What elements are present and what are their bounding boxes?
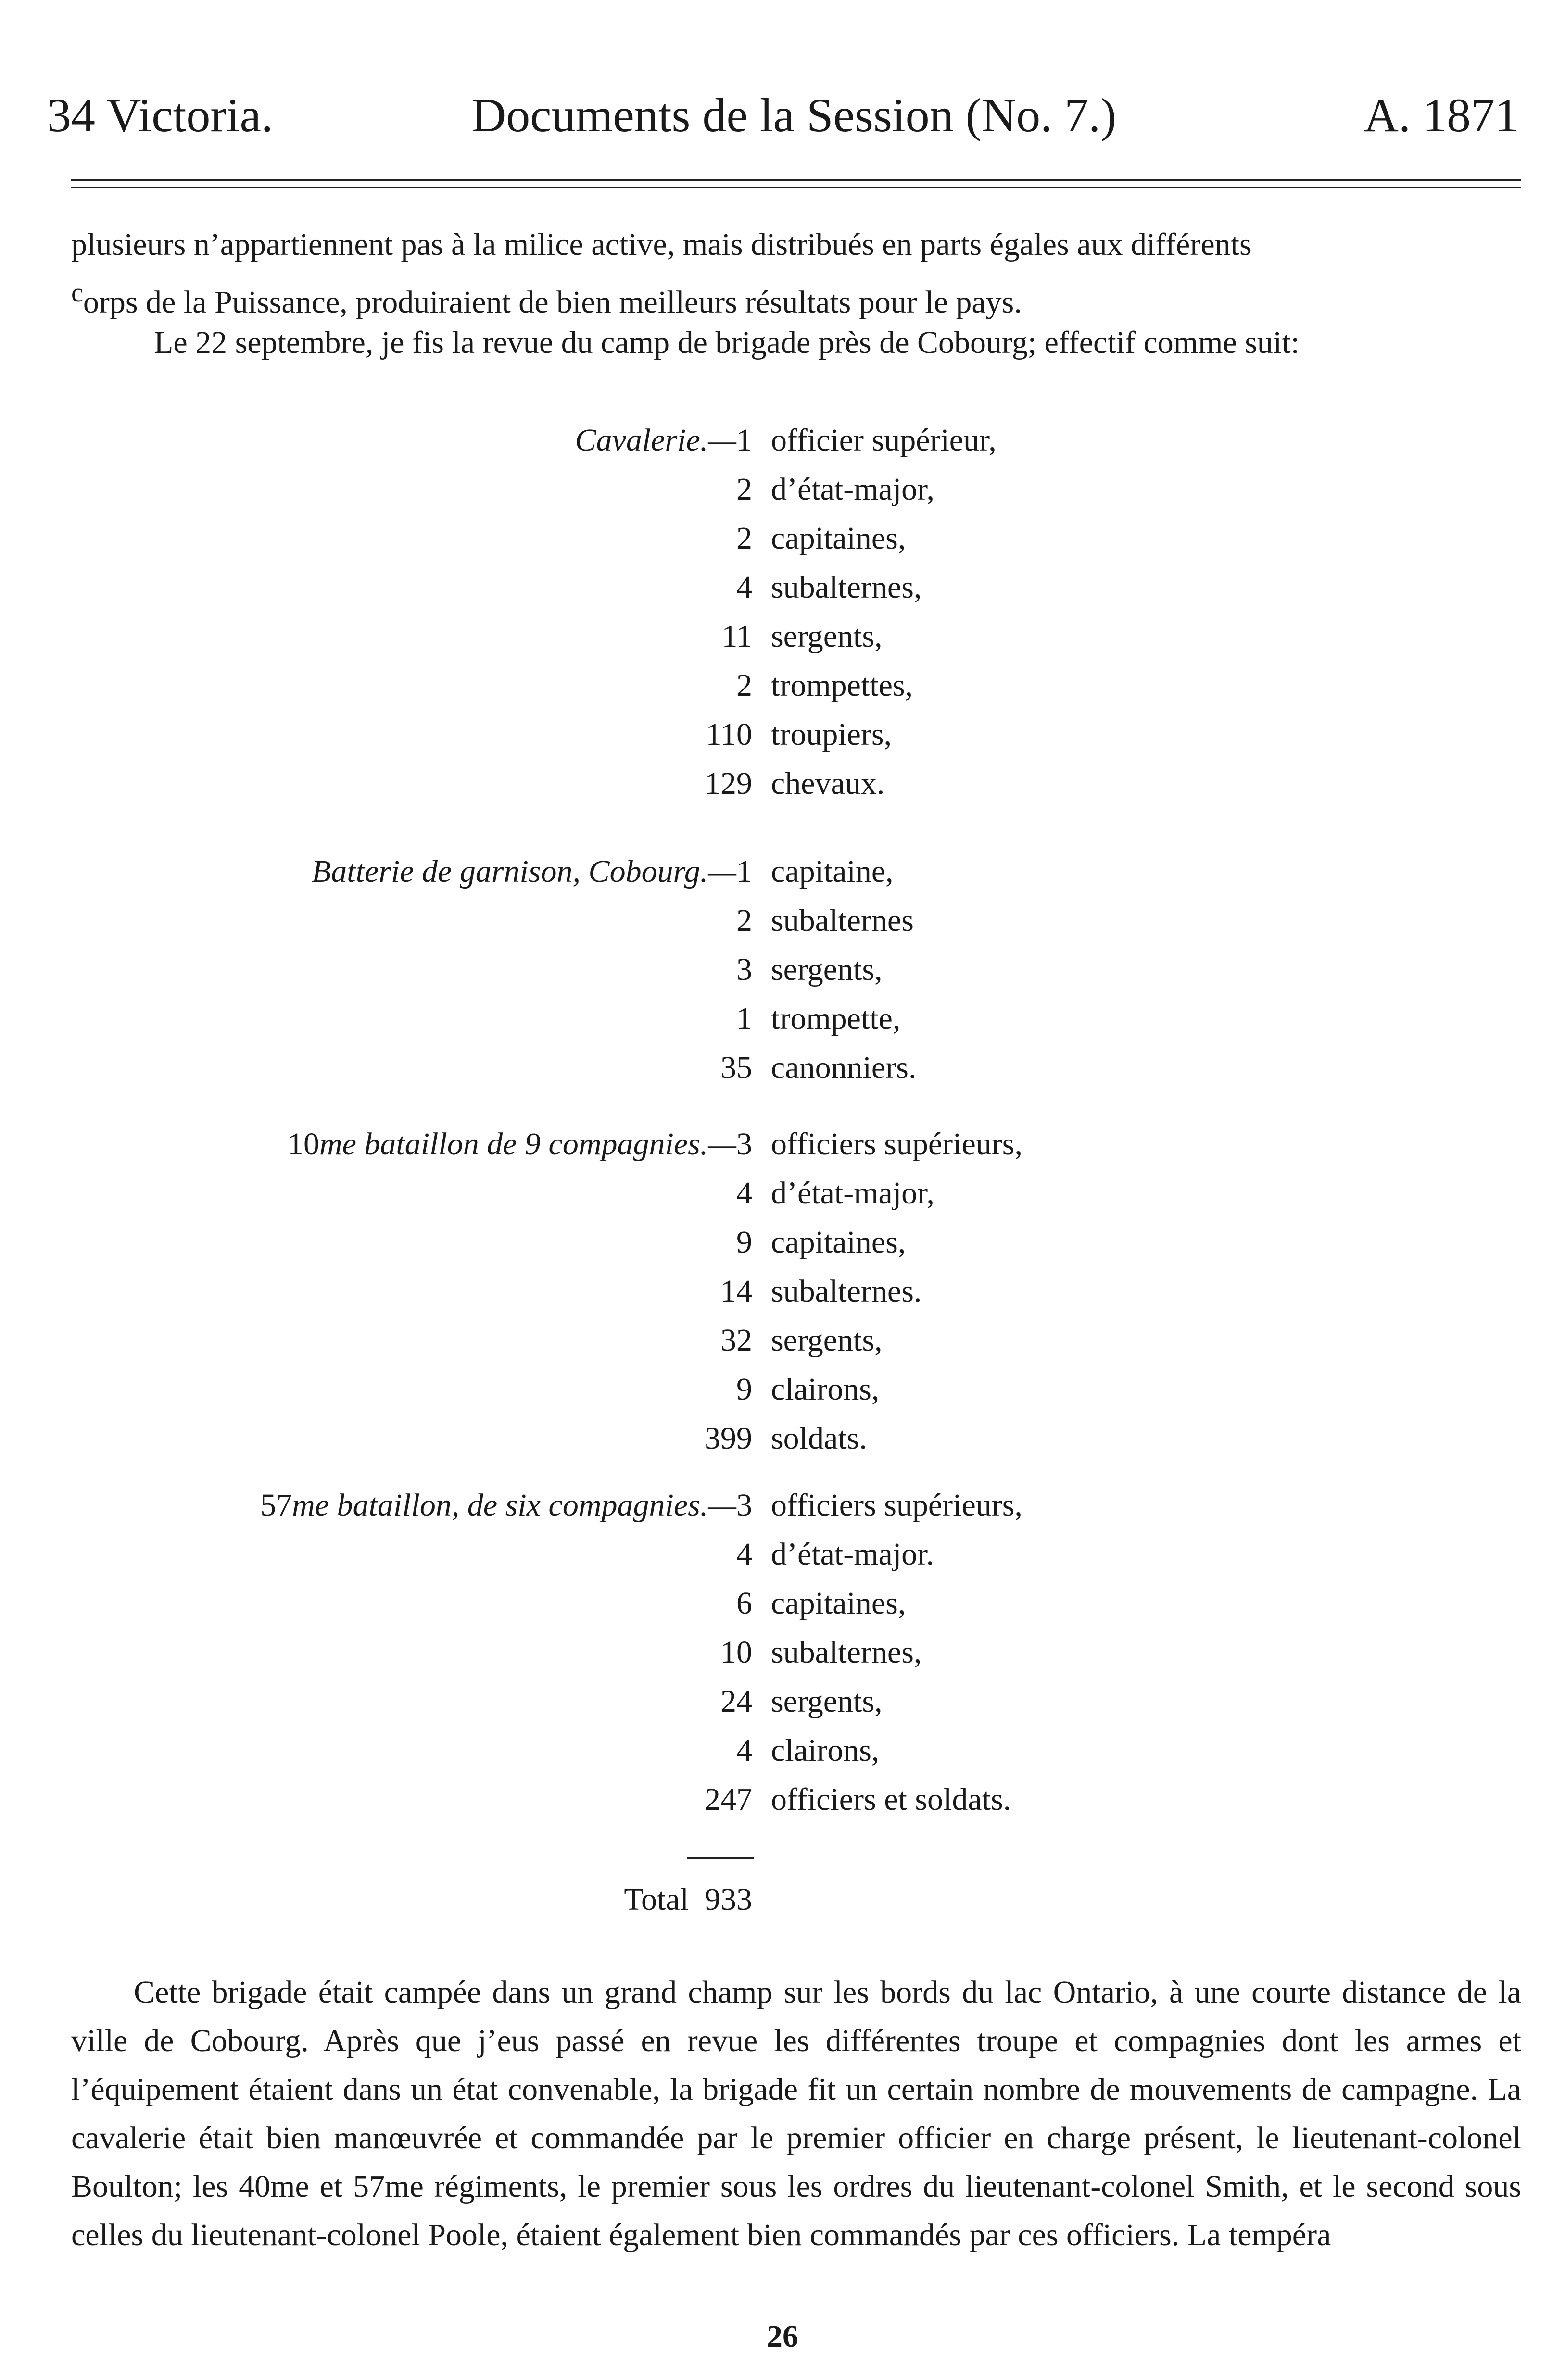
table-row xyxy=(0,416,1565,465)
row-number: 110 xyxy=(706,717,752,752)
group-label-number: 57 xyxy=(260,1488,292,1523)
table-row xyxy=(0,465,1565,514)
table-row xyxy=(0,1530,1565,1579)
total-value: 933 xyxy=(705,1882,752,1917)
table-row xyxy=(0,1267,1565,1316)
row-text: subalternes. xyxy=(771,1274,922,1309)
row-number: 247 xyxy=(705,1782,752,1817)
row-number: 32 xyxy=(720,1323,752,1358)
row-text: capitaines, xyxy=(771,521,906,556)
row-text: soldats. xyxy=(771,1421,867,1456)
row-number: 35 xyxy=(720,1050,752,1085)
row-text: trompettes, xyxy=(771,668,913,703)
table-row xyxy=(0,1218,1565,1267)
group-label: Batterie de garnison, Cobourg.— xyxy=(311,854,736,889)
table-row xyxy=(0,1043,1565,1092)
table-row xyxy=(0,896,1565,945)
page-number: 26 xyxy=(767,2319,798,2354)
intro-superscript-c: c xyxy=(71,278,83,308)
row-number: 129 xyxy=(705,766,752,801)
table-row xyxy=(0,1169,1565,1218)
row-number: 24 xyxy=(720,1684,752,1719)
row-number: 11 xyxy=(721,619,752,654)
row-text: officiers et soldats. xyxy=(771,1782,1011,1817)
closing-paragraph: Cette brigade était campée dans un grand champ sur les bords du lac Ontario, à une courte distance de la ville de Cobourg. Après que j’eus passé en revue les différentes troupe et compagnies dont les armes et l’équipement étaient dans un état convenable, la brigade fit un certain nombre de mouvements de campagne. La cavalerie était bien manœuvrée et commandée par le premier officier en charge présent, le lieutenant-colonel Boulton; les 40me et 57me régiments, le premier sous les ordres du lieutenant-colonel Smith, et le second sous celles du lieutenant-colonel Poole, étaient également bien commandés par ces officiers. La tempéra xyxy=(71,1975,1521,2253)
table-row xyxy=(0,563,1565,612)
row-number: 3 xyxy=(736,1488,752,1523)
row-text: officier supérieur, xyxy=(771,423,997,458)
row-number: 3 xyxy=(736,952,752,987)
row-number: 1 xyxy=(736,1001,752,1036)
table-row xyxy=(0,945,1565,994)
row-text: sergents, xyxy=(771,952,883,987)
header-volume: 34 Victoria. xyxy=(47,88,273,142)
row-number: 3 xyxy=(736,1127,752,1162)
row-text: clairons, xyxy=(771,1733,880,1768)
review-paragraph: Le 22 septembre, je fis la revue du camp de brigade près de Cobourg; effectif comme suit: xyxy=(154,325,1300,360)
table-row xyxy=(0,1579,1565,1628)
table-row xyxy=(0,1775,1565,1824)
row-text: officiers supérieurs, xyxy=(771,1127,1022,1162)
table-row xyxy=(0,661,1565,710)
group-label: Cavalerie.— xyxy=(575,423,736,458)
total-row xyxy=(0,1875,1565,1924)
row-number: 4 xyxy=(736,1537,752,1572)
row-text: troupiers, xyxy=(771,717,892,752)
header-year: A. 1871 xyxy=(1363,88,1519,142)
row-text: capitaines, xyxy=(771,1586,906,1621)
row-number: 4 xyxy=(736,570,752,605)
row-number: 2 xyxy=(736,903,752,938)
row-text: trompette, xyxy=(771,1001,901,1036)
row-number: 6 xyxy=(736,1586,752,1621)
row-number: 4 xyxy=(736,1176,752,1211)
row-number: 1 xyxy=(736,854,752,889)
total-label: Total xyxy=(624,1882,689,1917)
table-row xyxy=(0,759,1565,808)
header-title: Documents de la Session (No. 7.) xyxy=(471,88,1117,142)
intro-line-1: plusieurs n’appartiennent pas à la milice active, mais distribués en parts égales aux différents xyxy=(71,227,1252,262)
row-text: canonniers. xyxy=(771,1050,917,1085)
row-text: officiers supérieurs, xyxy=(771,1488,1022,1523)
row-text: subalternes, xyxy=(771,570,922,605)
table-row xyxy=(0,1628,1565,1677)
running-header xyxy=(47,82,1519,149)
row-text: subalternes xyxy=(771,903,914,938)
row-number: 9 xyxy=(736,1372,752,1407)
row-text: d’état-major, xyxy=(771,1176,935,1211)
row-text: clairons, xyxy=(771,1372,880,1407)
table-row xyxy=(0,1365,1565,1414)
row-number: 1 xyxy=(736,423,752,458)
table-row xyxy=(0,514,1565,563)
row-number: 2 xyxy=(736,472,752,507)
intro-paragraph xyxy=(71,220,1521,326)
row-text: d’état-major. xyxy=(771,1537,934,1572)
row-text: capitaines, xyxy=(771,1225,906,1260)
table-row xyxy=(0,1120,1565,1169)
intro-line-2: orps de la Puissance, produiraient de bien meilleurs résultats pour le pays. xyxy=(83,285,1022,320)
row-text: capitaine, xyxy=(771,854,894,889)
row-text: sergents, xyxy=(771,1684,883,1719)
row-number: 9 xyxy=(736,1225,752,1260)
group-label: me bataillon de 9 compagnies.— xyxy=(319,1127,736,1162)
total-rule xyxy=(687,1857,754,1859)
table-row xyxy=(0,847,1565,896)
table-row xyxy=(0,994,1565,1043)
row-number: 2 xyxy=(736,668,752,703)
group-label-number: 10 xyxy=(287,1127,319,1162)
header-rule-thick xyxy=(71,179,1521,181)
row-text: subalternes, xyxy=(771,1635,922,1670)
table-row xyxy=(0,1481,1565,1530)
table-row xyxy=(0,1316,1565,1365)
table-row xyxy=(0,612,1565,661)
row-text: sergents, xyxy=(771,1323,883,1358)
group-label: me bataillon, de six compagnies.— xyxy=(292,1488,736,1523)
row-text: d’état-major, xyxy=(771,472,935,507)
row-number: 14 xyxy=(720,1274,752,1309)
table-row xyxy=(0,710,1565,759)
row-number: 4 xyxy=(736,1733,752,1768)
row-number: 399 xyxy=(705,1421,752,1456)
row-number: 2 xyxy=(736,521,752,556)
table-row xyxy=(0,1726,1565,1775)
row-text: sergents, xyxy=(771,619,883,654)
row-text: chevaux. xyxy=(771,766,885,801)
table-row xyxy=(0,1414,1565,1463)
table-row xyxy=(0,1677,1565,1726)
header-rule-thin xyxy=(71,187,1521,188)
row-number: 10 xyxy=(720,1635,752,1670)
